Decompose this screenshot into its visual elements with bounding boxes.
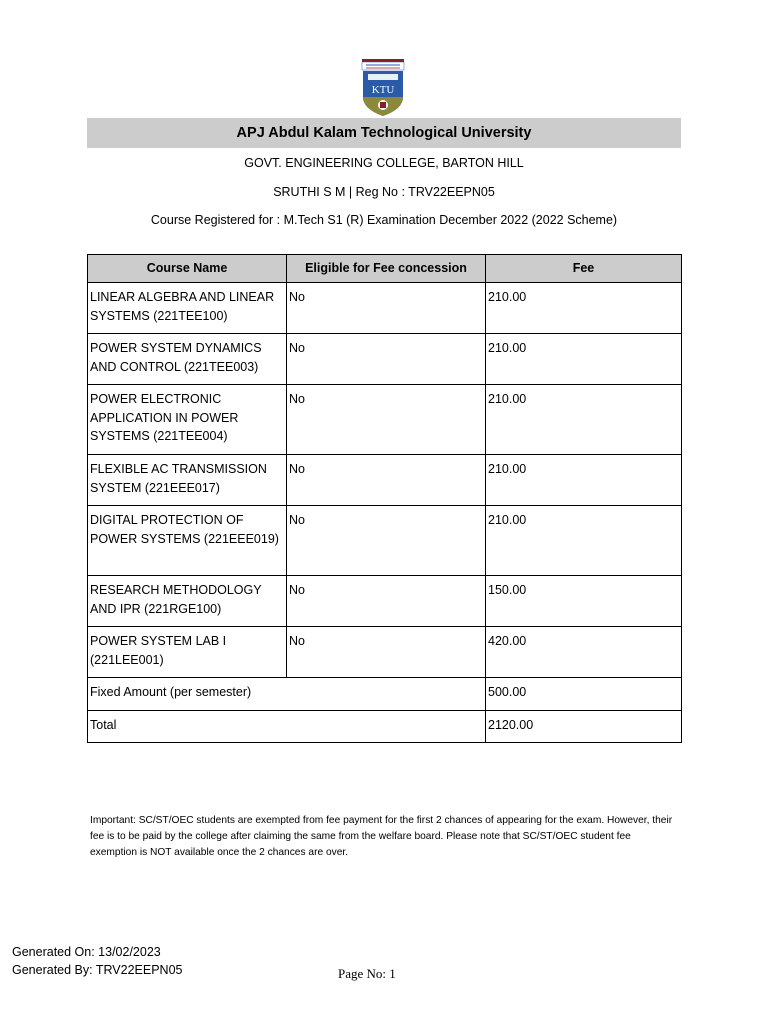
header-course-name: Course Name: [88, 255, 287, 283]
logo-text: KTU: [371, 84, 395, 96]
fee-cell: 210.00: [486, 506, 682, 576]
generated-by: Generated By: TRV22EEPN05: [12, 963, 183, 977]
important-note: Important: SC/ST/OEC students are exempted from fee payment for the first 2 chances of appearing for the exam. However, their fee is to be paid by the college after claiming the same from the welfare board. Please note that SC/ST/OEC student fee exemption is NOT available once the 2 chances are over.: [90, 815, 673, 858]
student-info: SRUTHI S M | Reg No : TRV22EEPN05: [273, 185, 495, 199]
fee-cell: 150.00: [486, 576, 682, 627]
course-name-cell: POWER SYSTEM LAB I (221LEE001): [88, 627, 287, 678]
university-crest-icon: [360, 59, 406, 117]
concession-cell: No: [287, 506, 486, 576]
table-row: [88, 506, 682, 576]
table-row: [88, 283, 682, 334]
university-name: APJ Abdul Kalam Technological University: [236, 125, 532, 141]
concession-cell: No: [287, 385, 486, 455]
fee-cell: 210.00: [486, 455, 682, 506]
concession-cell: No: [287, 576, 486, 627]
total-row: [88, 711, 682, 743]
concession-cell: No: [287, 334, 486, 385]
fee-cell: 210.00: [486, 283, 682, 334]
course-name-cell: RESEARCH METHODOLOGY AND IPR (221RGE100): [88, 576, 287, 627]
fixed-amount-fee: 500.00: [486, 678, 682, 711]
university-title: [87, 118, 681, 148]
course-name-cell: FLEXIBLE AC TRANSMISSION SYSTEM (221EEE017): [88, 455, 287, 506]
fixed-amount-row: [88, 678, 682, 711]
course-registered: Course Registered for : M.Tech S1 (R) Examination December 2022 (2022 Scheme): [150, 213, 618, 227]
college-name: GOVT. ENGINEERING COLLEGE, BARTON HILL: [244, 156, 524, 170]
concession-cell: No: [287, 455, 486, 506]
fee-table: [87, 254, 682, 743]
concession-cell: No: [287, 627, 486, 678]
total-label: Total: [88, 711, 486, 743]
table-row: [88, 576, 682, 627]
table-row: [88, 385, 682, 455]
generated-on: Generated On: 13/02/2023: [12, 945, 161, 959]
course-name-cell: POWER SYSTEM DYNAMICS AND CONTROL (221TEE003): [88, 334, 287, 385]
course-name-cell: LINEAR ALGEBRA AND LINEAR SYSTEMS (221TEE100): [88, 283, 287, 334]
fee-cell: 420.00: [486, 627, 682, 678]
total-fee: 2120.00: [486, 711, 682, 743]
page-number: Page No: 1: [338, 966, 396, 981]
table-row: [88, 455, 682, 506]
table-row: [88, 334, 682, 385]
table-header-row: [88, 255, 682, 283]
table-row: [88, 627, 682, 678]
concession-cell: No: [287, 283, 486, 334]
course-name-cell: DIGITAL PROTECTION OF POWER SYSTEMS (221EEE019): [88, 506, 287, 576]
header-fee-concession: Eligible for Fee concession: [287, 255, 486, 283]
fee-cell: 210.00: [486, 385, 682, 455]
fee-cell: 210.00: [486, 334, 682, 385]
header-fee: Fee: [486, 255, 682, 283]
course-name-cell: POWER ELECTRONIC APPLICATION IN POWER SYSTEMS (221TEE004): [88, 385, 287, 455]
fixed-amount-label: Fixed Amount (per semester): [88, 678, 486, 711]
